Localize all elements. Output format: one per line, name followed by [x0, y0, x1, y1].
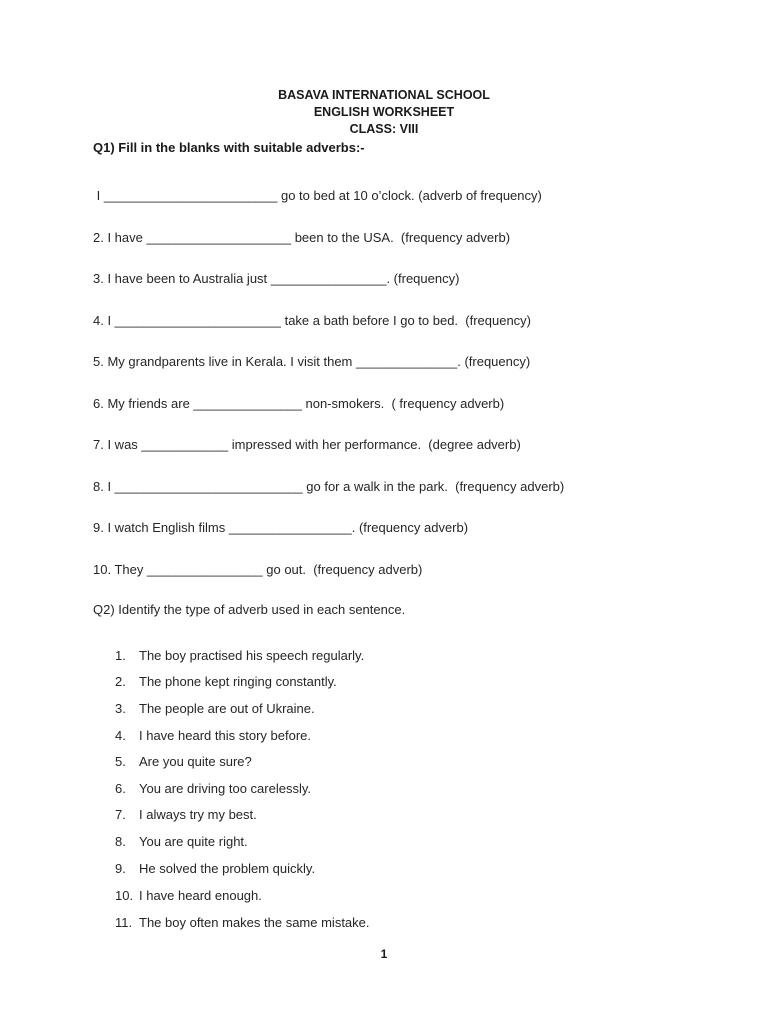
q2-list-item [115, 673, 337, 690]
list-text: The boy practised his speech regularly. [139, 648, 365, 663]
list-text: You are quite right. [139, 834, 248, 849]
q1-item: 9. I watch English films _________________. (frequency adverb) [93, 520, 469, 535]
list-text: I have heard this story before. [139, 728, 311, 743]
q1-item: 4. I _______________________ take a bath before I go to bed. (frequency) [93, 313, 532, 328]
list-number: 7. [115, 807, 126, 822]
q1-item: 6. My friends are _______________ non-smokers. ( frequency adverb) [93, 396, 505, 411]
q2-list-item [115, 647, 364, 664]
q1-heading: Q1) Fill in the blanks with suitable adverbs:- [93, 140, 365, 155]
list-text: The boy often makes the same mistake. [139, 915, 370, 930]
list-number: 5. [115, 754, 126, 769]
list-number: 4. [115, 728, 126, 743]
q2-list-item [115, 700, 315, 717]
list-number: 6. [115, 781, 126, 796]
q2-list-item [115, 806, 257, 823]
q1-item: 10. They ________________ go out. (frequency adverb) [93, 562, 423, 577]
list-text: The phone kept ringing constantly. [139, 674, 337, 689]
q1-item: 3. I have been to Australia just ________________. (frequency) [93, 271, 460, 286]
q1-item: 7. I was ____________ impressed with her performance. (degree adverb) [93, 437, 521, 452]
list-number: 2. [115, 674, 126, 689]
q1-item: 8. I __________________________ go for a walk in the park. (frequency adverb) [93, 479, 565, 494]
list-text: I have heard enough. [139, 888, 262, 903]
q1-item: I ________________________ go to bed at 10 o’clock. (adverb of frequency) [93, 188, 542, 203]
list-text: The people are out of Ukraine. [139, 701, 315, 716]
worksheet-title: ENGLISH WORKSHEET [313, 105, 455, 119]
list-text: He solved the problem quickly. [139, 861, 316, 876]
list-number: 3. [115, 701, 126, 716]
school-name: BASAVA INTERNATIONAL SCHOOL [278, 88, 490, 102]
list-number: 10. [115, 888, 134, 903]
list-number: 11. [115, 915, 133, 930]
q1-item: 5. My grandparents live in Kerala. I visit them ______________. (frequency) [93, 354, 531, 369]
q2-list-item [115, 727, 311, 744]
q2-list-item [115, 887, 262, 904]
q2-list-item [115, 860, 315, 877]
list-number: 1. [115, 648, 126, 663]
q2-list-item [115, 780, 311, 797]
list-text: I always try my best. [139, 807, 257, 822]
class-label: CLASS: VIII [349, 122, 419, 136]
list-text: Are you quite sure? [139, 754, 252, 769]
list-number: 9. [115, 861, 126, 876]
q2-heading: Q2) Identify the type of adverb used in each sentence. [93, 602, 406, 617]
list-text: You are driving too carelessly. [139, 781, 311, 796]
page-number: 1 [380, 947, 388, 961]
q2-list-item [115, 833, 248, 850]
list-number: 8. [115, 834, 126, 849]
q1-item: 2. I have ____________________ been to the USA. (frequency adverb) [93, 230, 511, 245]
q2-list-item [115, 753, 252, 770]
q2-list-item [115, 914, 370, 931]
